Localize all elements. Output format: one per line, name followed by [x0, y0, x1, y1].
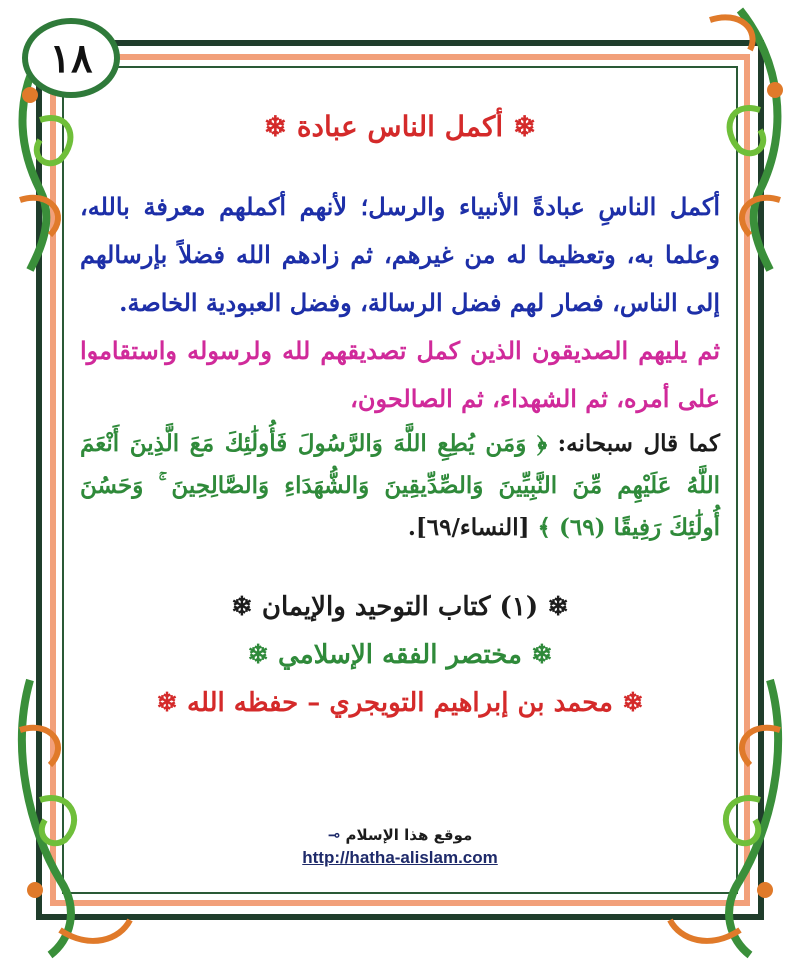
page-number: ١٨ — [49, 34, 93, 82]
book-line — [80, 583, 720, 631]
quran-verse: ﴿ وَمَن يُطِعِ اللَّهَ وَالرَّسُولَ فَأُولَٰئِكَ مَعَ الَّذِينَ أَنْعَمَ اللَّهُ عَلَيْهِم مِّنَ النَّبِيِّينَ وَالصِّدِّيقِينَ وَالشُّهَدَاءِ وَالصَّالِحِينَ ۚ وَحَسُنَ أُولَٰئِكَ رَفِيقًا (٦٩) ﴾ — [80, 430, 720, 541]
site-name: موقع هذا الإسلام ⊸ — [327, 826, 473, 844]
verse-reference: [النساء/٦٩]. — [407, 514, 530, 541]
author-name: محمد بن إبراهيم التويجري – حفظه الله — [187, 688, 613, 718]
paragraph-verse — [80, 423, 720, 549]
snowflake-icon: ❄ — [547, 592, 569, 622]
author-line — [80, 679, 720, 727]
snowflake-icon: ❄ — [622, 688, 644, 718]
snowflake-icon: ❄ — [263, 110, 288, 143]
site-url-link[interactable]: http://hatha-alislam.com — [302, 848, 498, 867]
site-credit — [200, 826, 600, 868]
page-content — [80, 100, 720, 727]
verse-intro: كما قال سبحانه: — [557, 430, 720, 457]
snowflake-icon: ❄ — [512, 110, 537, 143]
book-title: (١) كتاب التوحيد والإيمان — [261, 592, 539, 622]
snowflake-icon: ❄ — [156, 688, 178, 718]
paragraph-prophets: أكمل الناسِ عبادةً الأنبياء والرسل؛ لأنهم أكملهم معرفة بالله، وعلما به، وتعظيما له من غيرهم، ثم زادهم الله فضلاً بإرسالهم إلى الناس، فصار لهم فضل الرسالة، وفضل العبودية الخاصة. — [80, 192, 721, 317]
page-number-badge — [22, 18, 120, 98]
page-title — [80, 110, 720, 143]
snowflake-icon: ❄ — [231, 592, 253, 622]
series-title: مختصر الفقه الإسلامي — [278, 640, 522, 670]
snowflake-icon: ❄ — [531, 640, 553, 670]
paragraph-truthful: ثم يليهم الصديقون الذين كمل تصديقهم لله ولرسوله واستقاموا على أمره، ثم الشهداء، ثم الصالحون، — [80, 336, 720, 413]
snowflake-icon: ❄ — [247, 640, 269, 670]
series-line — [80, 631, 720, 679]
arrow-icon: ⊸ — [327, 826, 341, 844]
title-text: أكمل الناس عبادة — [296, 110, 504, 143]
